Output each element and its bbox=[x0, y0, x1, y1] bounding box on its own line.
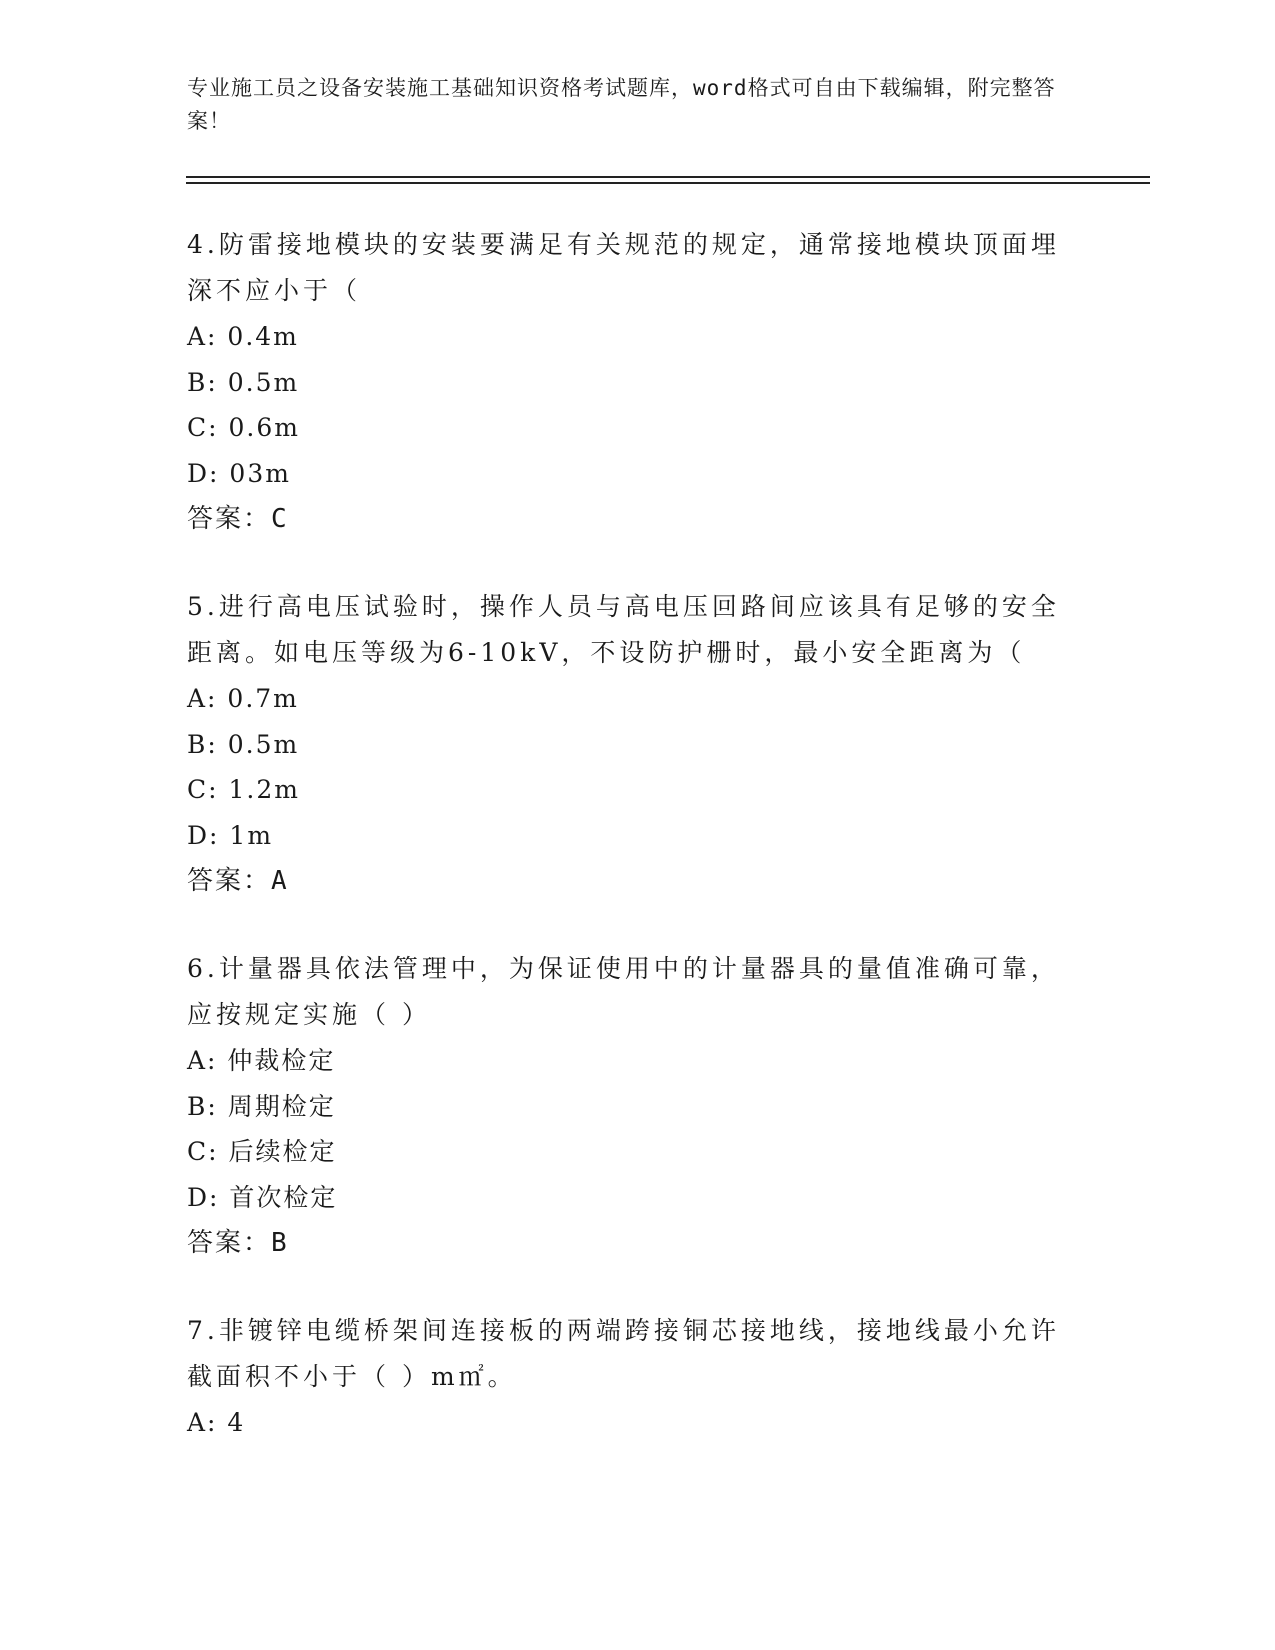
option-c: C: 后续检定 bbox=[187, 1137, 337, 1166]
question-4 bbox=[187, 222, 1067, 542]
question-stem: 5.进行高电压试验时，操作人员与高电压回路间应该具有足够的安全距离。如电压等级为6-10kV，不设防护栅时，最小安全距离为（ bbox=[187, 592, 1060, 667]
header-divider-bottom bbox=[186, 182, 1150, 184]
option-d: D: 首次检定 bbox=[187, 1182, 338, 1212]
answer-line: 答案：B bbox=[187, 1228, 289, 1258]
option-c: C: 0.6m bbox=[187, 413, 300, 442]
option-a: A: 4 bbox=[187, 1408, 246, 1437]
question-stem: 4.防雷接地模块的安装要满足有关规范的规定，通常接地模块顶面埋深不应小于（ bbox=[187, 230, 1060, 305]
question-stem: 6.计量器具依法管理中，为保证使用中的计量器具的量值准确可靠，应按规定实施（ ） bbox=[187, 954, 1060, 1029]
option-a: A: 0.4m bbox=[187, 322, 299, 351]
document-header: 专业施工员之设备安装施工基础知识资格考试题库，word格式可自由下载编辑，附完整答案！ bbox=[187, 76, 1056, 133]
header-divider-top bbox=[186, 176, 1150, 178]
option-c: C: 1.2m bbox=[187, 775, 300, 804]
question-stem: 7.非镀锌电缆桥架间连接板的两端跨接铜芯接地线，接地线最小允许截面积不小于（ ）m㎡。 bbox=[187, 1316, 1060, 1391]
option-a: A: 仲裁检定 bbox=[187, 1046, 336, 1075]
answer-line: 答案：C bbox=[187, 504, 289, 534]
answer-line: 答案：A bbox=[187, 866, 289, 896]
option-b: B: 周期检定 bbox=[187, 1091, 336, 1121]
option-a: A: 0.7m bbox=[187, 684, 299, 713]
question-5 bbox=[187, 584, 1067, 904]
option-d: D: 03m bbox=[187, 458, 291, 488]
question-7 bbox=[187, 1308, 1067, 1446]
question-6 bbox=[187, 946, 1067, 1266]
option-d: D: 1m bbox=[187, 820, 274, 850]
option-b: B: 0.5m bbox=[187, 729, 300, 759]
option-b: B: 0.5m bbox=[187, 367, 300, 397]
